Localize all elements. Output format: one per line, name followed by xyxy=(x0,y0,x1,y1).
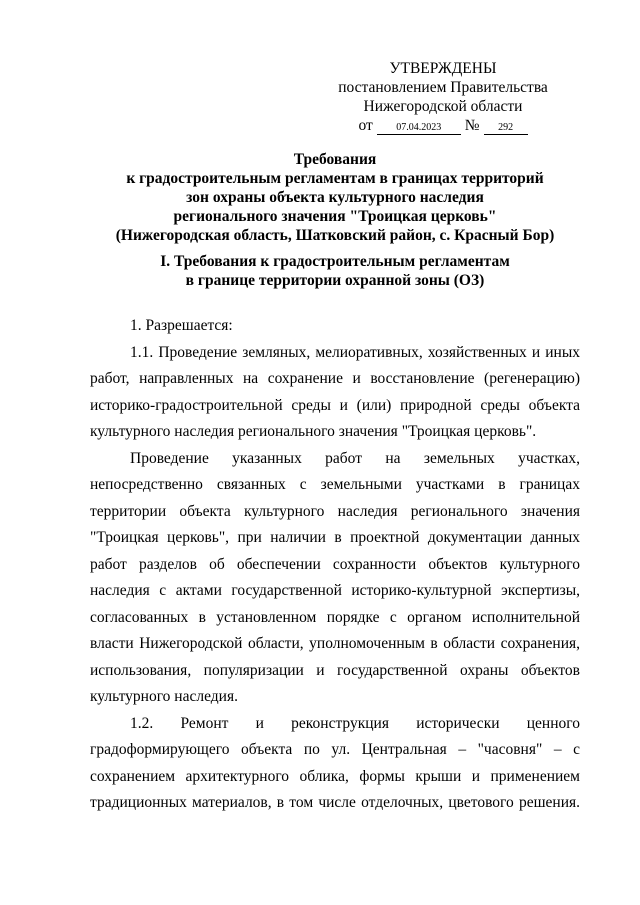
title-line-1: Требования xyxy=(293,151,377,168)
date-prefix: от xyxy=(358,117,373,134)
document-body xyxy=(90,313,580,817)
item-1-2: 1.2. Ремонт и реконструкция исторически ценного градоформирующего объекта по ул. Центральная – "часовня" – с сохранением архитектурного облика, формы крыши и применением традиционных материалов, в том числе отделочных, цветового решения. xyxy=(90,714,580,811)
number-sign: № xyxy=(464,117,480,134)
title-line-2: к градостроительным регламентам в границах территорий xyxy=(126,170,544,187)
approval-region-line: Нижегородской области xyxy=(363,98,523,115)
section-heading-line-1: I. Требования к градостроительным регламентам xyxy=(160,253,510,270)
title-line-4: регионального значения "Троицкая церковь" xyxy=(173,208,497,225)
approval-heading: УТВЕРЖДЕНЫ xyxy=(389,60,497,77)
title-line-5: (Нижегородская область, Шатковский район, с. Красный Бор) xyxy=(115,227,555,244)
section-heading-line-2: в границе территории охранной зоны (ОЗ) xyxy=(185,272,485,289)
item-1-1: 1.1. Проведение земляных, мелиоративных, хозяйственных и иных работ, направленных на сохранение и восстановление (регенерацию) историко-градостроительной среды и (или) природной среды объекта культурного наследия регионального значения "Троицкая церковь". xyxy=(90,343,580,440)
number-field: 292 xyxy=(484,122,528,135)
approval-date-line xyxy=(338,116,548,135)
paragraph-works-conditions: Проведение указанных работ на земельных участках, непосредственно связанных с земельными участками в границах территории объекта культурного наследия регионального значения "Троицкая церковь", при наличии в проектной документации данных работ разделов об обеспечении сохранности объектов культурного наследия с актами государственной историко-культурной экспертизы, согласованных в установленном порядке с органом исполнительной власти Нижегородской области, уполномоченным в области сохранения, использования, популяризации и государственной охраны объектов культурного наследия. xyxy=(90,449,580,705)
item-1: 1. Разрешается: xyxy=(130,317,233,334)
approval-decree-line: постановлением Правительства xyxy=(338,79,548,96)
document-title xyxy=(90,150,580,245)
title-line-3: зон охраны объекта культурного наследия xyxy=(186,189,484,206)
approval-block xyxy=(338,59,548,135)
date-field: 07.04.2023 xyxy=(377,122,461,135)
section-heading xyxy=(90,252,580,290)
